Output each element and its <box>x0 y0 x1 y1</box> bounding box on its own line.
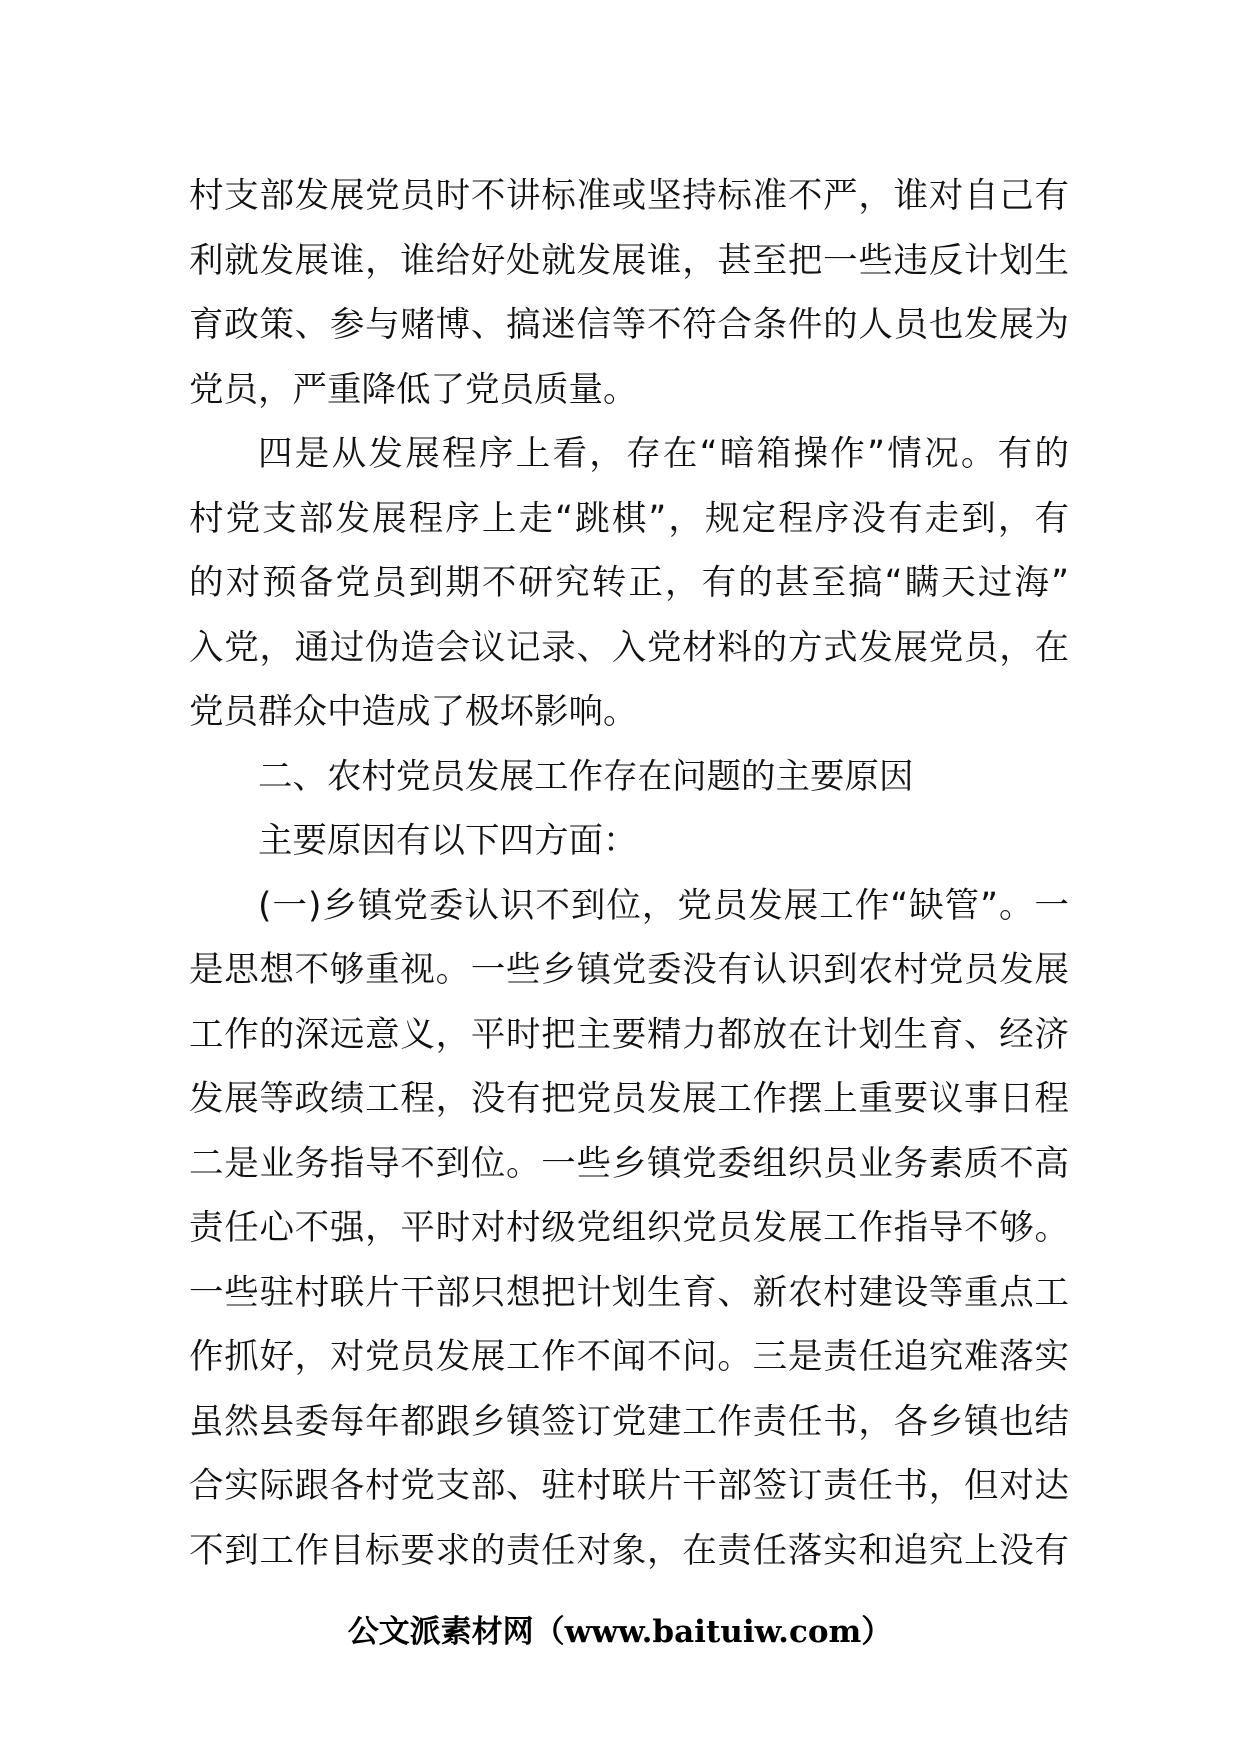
text-line: 发展等政绩工程，没有把党员发展工作摆上重要议事日程 <box>189 1079 1069 1119</box>
text-line: 虽然县委每年都跟乡镇签订党建工作责任书，各乡镇也结 <box>189 1401 1069 1442</box>
text-line: 主要原因有以下四方面： <box>258 821 638 861</box>
text-line: 合实际跟各村党支部、驻村联片干部签订责任书，但对达 <box>189 1466 1069 1506</box>
text-line: 党员，严重降低了党员质量。 <box>189 369 638 410</box>
text-line: 入党，通过伪造会议记录、入党材料的方式发展党员，在 <box>189 627 1069 668</box>
text-line: 是思想不够重视。一些乡镇党委没有认识到农村党员发展 <box>189 950 1069 990</box>
text-line: 村党支部发展程序上走“跳棋”，规定程序没有走到，有 <box>189 498 1069 539</box>
text-line: 责任心不强，平时对村级党组织党员发展工作指导不够。 <box>189 1208 1069 1248</box>
text-line: 不到工作目标要求的责任对象，在责任落实和追究上没有 <box>189 1530 1069 1571</box>
text-line: 育政策、参与赌博、搞迷信等不符合条件的人员也发展为 <box>189 305 1069 345</box>
text-line: 的对预备党员到期不研究转正，有的甚至搞“瞒天过海” <box>189 563 1069 603</box>
text-line: 利就发展谁，谁给好处就发展谁，甚至把一些违反计划生 <box>189 240 1069 281</box>
text-line: 村支部发展党员时不讲标准或坚持标准不严，谁对自己有 <box>189 176 1069 216</box>
body-text <box>189 164 1069 1583</box>
text-line: 一些驻村联片干部只想把计划生育、新农村建设等重点工 <box>189 1272 1069 1313</box>
text-line: 工作的深远意义，平时把主要精力都放在计划生育、经济 <box>189 1014 1069 1055</box>
text-line: 二、农村党员发展工作存在问题的主要原因 <box>258 756 914 797</box>
text-line: 作抓好，对党员发展工作不闻不问。三是责任追究难落实 <box>189 1337 1069 1377</box>
text-line: 四是从发展程序上看，存在“暗箱操作”情况。有的 <box>258 434 1069 474</box>
text-line: 党员群众中造成了极坏影响。 <box>189 692 638 732</box>
text-line: (一)乡镇党委认识不到位，党员发展工作“缺管”。一 <box>258 885 1069 926</box>
footer-watermark: 公文派素材网（www.baituiw.com） <box>347 1614 893 1650</box>
text-line: 二是业务指导不到位。一些乡镇党委组织员业务素质不高 <box>189 1143 1069 1184</box>
